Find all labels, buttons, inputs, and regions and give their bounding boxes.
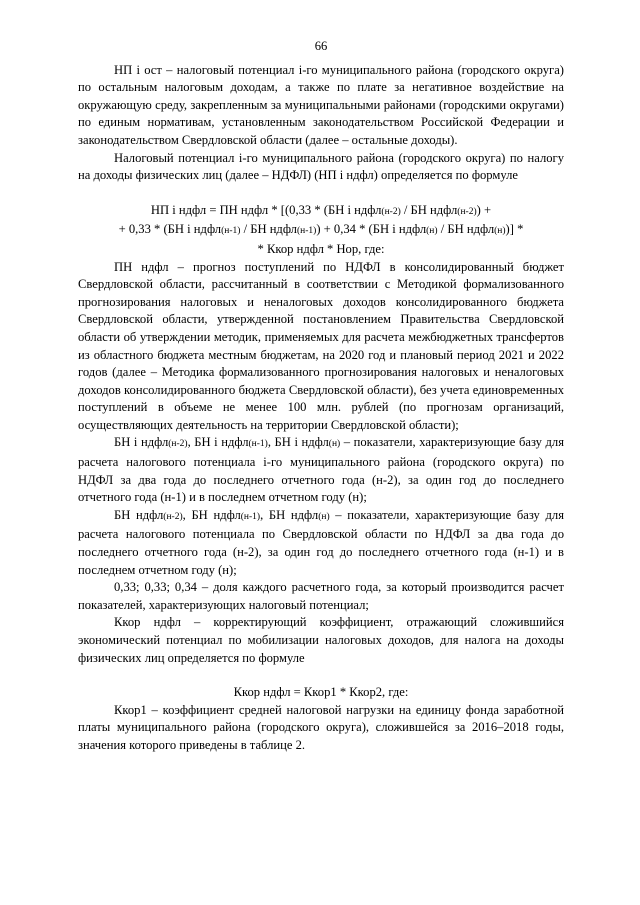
definition-text: – показатели, характеризующие базу для расчета налогового потенциала i-го муниципального района (городского округа) по НДФЛ за два года до последнего отчетного года (н-2), за один год до последнего отчетного года (н-1) и в последнем отчетном году (н); [78, 435, 565, 505]
paragraph-kkor-definition: Ккор ндфл – корректирующий коэффициент, отражающий сложившийся экономический потенциал по мобилизации налоговых доходов, для налога на доходы физических лиц определяется по формуле [78, 615, 564, 665]
paragraph-ndfl-intro: Налоговый потенциал i-го муниципального района (городского округа) по налогу на доходы физических лиц (далее – НДФЛ) (НП i ндфл) определяется по формуле [78, 150, 564, 183]
definition-text: БН i ндфл [114, 435, 169, 450]
paragraph-other-revenues: НП i ост – налоговый потенциал i-го муниципального района (городского округа) по остальным налоговым доходам, а также по плате за негативное воздействие на окружающую среду, закрепленным за муниципальными районами (городскими округами) по единым нормативам, установленным законодательством Российской Федерации и законодательством Свердловской области (далее – остальные доходы). [78, 62, 564, 147]
definition-subscript: (н-2) [168, 439, 188, 450]
definition-subscript: (н) [328, 439, 341, 450]
page-number: 66 [314, 39, 328, 53]
formula-text: / БН ндфл [437, 222, 495, 237]
formula-subscript: (н) [494, 226, 506, 237]
definition-text: – показатели, характеризующие базу для расчета налогового потенциала по Свердловской области по НДФЛ за два года до последнего отчетного года (н-2), за один год до последнего отчетного года (н-1) и в последнем отчетном году (н); [78, 507, 564, 577]
formula-subscript: (н-1) [296, 226, 317, 237]
formula-text: ) + [476, 202, 492, 217]
definition-subscript: (н-1) [240, 511, 261, 522]
paragraph-bn-i-definition [78, 434, 564, 506]
definition-text: БН ндфл [114, 507, 164, 522]
spacer [78, 185, 564, 202]
formula-text: + 0,33 * (БН i ндфл [118, 222, 222, 237]
definition-subscript: (н-1) [248, 439, 268, 450]
formula-text: / БН ндфл [240, 222, 297, 237]
document-page [78, 38, 564, 755]
formula-subscript: (н-1) [221, 226, 241, 237]
paragraph-bn-region-definition [78, 507, 564, 579]
definition-text: , БН i ндфл [187, 435, 249, 450]
formula-kkor: Ккор ндфл = Ккор1 * Ккор2, где: [233, 685, 409, 700]
formula-text: / БН ндфл [400, 202, 458, 217]
paragraph-shares-definition: 0,33; 0,33; 0,34 – доля каждого расчетного года, за который производится расчет показателей, характеризующих налоговый потенциал; [78, 580, 564, 612]
formula-line-2 [78, 221, 564, 241]
definition-text: , БН i ндфл [267, 435, 329, 450]
definition-text: , БН ндфл [260, 507, 319, 522]
formula-line-3: * Ккор ндфл * Нор, где: [257, 241, 385, 256]
paragraph-pn-ndfl-definition: ПН ндфл – прогноз поступлений по НДФЛ в консолидированный бюджет Свердловской области, рассчитанный в соответствии с Методикой формализованного прогнозирования налоговых и неналоговых доходов консолидированного бюджета Свердловской области, утвержденной постановлением Правительства Свердловской области об утверждении методик, применяемых для расчета межбюджетных трансфертов из областного бюджета местным бюджетам, на 2020 год и плановый период 2021 и 2022 годов (далее – Методика формализованного прогнозирования налоговых и неналоговых доходов консолидированного бюджета Свердловской области), без учета единовременных поступлений в объеме не менее 100 млн. рублей (по прогнозам организаций, осуществляющих деятельность на территории Свердловской области); [78, 259, 564, 432]
definition-subscript: (н-2) [163, 511, 183, 522]
paragraph-kkor1-definition: Ккор1 – коэффициент средней налоговой нагрузки на единицу фонда заработной платы муниципального района (городского округа), сложившейся за 2016–2018 годы, значения которого приведены в таблице 2. [78, 702, 564, 752]
formula-text: )] * [505, 222, 524, 237]
formula-line-1 [78, 202, 564, 222]
formula-ndfl-potential [78, 202, 564, 259]
formula-subscript: (н) [426, 226, 438, 237]
formula-subscript: (н-2) [381, 206, 401, 217]
formula-text: НП i ндфл = ПН ндфл * [(0,33 * (БН i ндфл [150, 202, 382, 217]
spacer [78, 667, 564, 684]
definition-subscript: (н) [318, 511, 330, 522]
formula-subscript: (н-2) [457, 206, 477, 217]
definition-text: , БН ндфл [182, 507, 241, 522]
formula-text: ) + 0,34 * (БН i ндфл [316, 222, 427, 237]
